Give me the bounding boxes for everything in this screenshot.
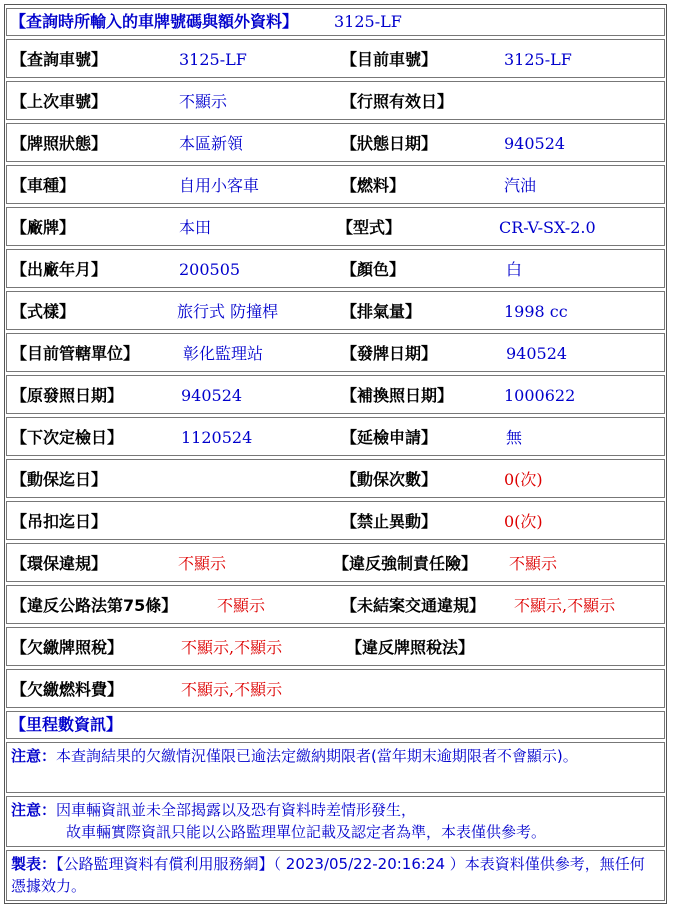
label-lien-count: 【動保次數】 <box>341 470 438 489</box>
label-original-license-date: 【原發照日期】 <box>11 386 124 405</box>
row-manufacture-date <box>6 249 665 288</box>
label-unpaid-license-tax: 【欠繳牌照稅】 <box>11 638 124 657</box>
query-header-row <box>6 8 665 36</box>
value-model: CR-V-SX-2.0 <box>499 218 596 237</box>
row-environmental-violation <box>6 543 665 582</box>
label-suspension-end-date: 【吊扣迄日】 <box>11 512 108 531</box>
label-license-tax-violation: 【違反牌照稅法】 <box>346 638 475 657</box>
value-insurance-violation: 不顯示 <box>509 554 558 573</box>
label-unpaid-fuel-fee: 【欠繳燃料費】 <box>11 680 124 699</box>
row-body-style <box>6 291 665 330</box>
query-header-title: 【查詢時所輸入的車牌號碼與額外資料】 <box>10 12 299 31</box>
label-body-style: 【式樣】 <box>11 302 76 321</box>
note-row-1 <box>6 742 665 793</box>
label-manufacture-date: 【出廠年月】 <box>11 260 108 279</box>
label-highway-act-violation: 【違反公路法第75條】 <box>11 596 178 615</box>
value-open-traffic-violation: 不顯示,不顯示 <box>514 596 616 615</box>
label-inspection-extension: 【延檢申請】 <box>341 428 438 447</box>
label-license-valid-date: 【行照有效日】 <box>341 92 454 111</box>
label-lien-end-date: 【動保迄日】 <box>11 470 108 489</box>
mileage-title: 【里程數資訊】 <box>10 715 123 734</box>
value-jurisdiction: 彰化監理站 <box>183 344 264 363</box>
note-2-line-2: 故車輛實際資訊只能以公路監理單位記載及認定者為準，本表僅供參考。 <box>66 823 547 841</box>
note-2-line-1: 因車輛資訊並未全部揭露以及恐有資料時差情形發生， <box>56 801 417 819</box>
value-transfer-ban: 0(次) <box>504 512 543 531</box>
label-model: 【型式】 <box>337 218 402 237</box>
label-jurisdiction: 【目前管轄單位】 <box>11 344 140 363</box>
note-2 <box>11 799 658 843</box>
value-unpaid-fuel-fee: 不顯示,不顯示 <box>181 680 283 699</box>
label-insurance-violation: 【違反強制責任險】 <box>333 554 478 573</box>
label-transfer-ban: 【禁止異動】 <box>341 512 438 531</box>
label-color: 【顏色】 <box>341 260 406 279</box>
mileage-row <box>6 711 665 739</box>
label-reissue-date: 【補換照日期】 <box>341 386 454 405</box>
label-previous-plate: 【上次車號】 <box>11 92 108 111</box>
label-environmental-violation: 【環保違規】 <box>11 554 108 573</box>
value-color: 白 <box>506 260 523 279</box>
value-unpaid-license-tax: 不顯示,不顯示 <box>181 638 283 657</box>
footer-label: 製表： <box>11 855 57 873</box>
value-lien-count: 0(次) <box>504 470 543 489</box>
note-1 <box>11 745 658 767</box>
label-brand: 【廠牌】 <box>11 218 76 237</box>
value-status-date: 940524 <box>504 134 566 153</box>
row-query-plate <box>6 39 665 78</box>
footer-row <box>6 850 665 901</box>
value-plate-status: 本區新領 <box>179 134 244 153</box>
value-reissue-date: 1000622 <box>504 386 576 405</box>
row-highway-act-violation <box>6 585 665 624</box>
value-query-plate: 3125-LF <box>179 50 247 69</box>
label-next-inspection: 【下次定檢日】 <box>11 428 124 447</box>
value-brand: 本田 <box>179 218 212 237</box>
label-status-date: 【狀態日期】 <box>341 134 438 153</box>
label-fuel: 【燃料】 <box>341 176 406 195</box>
row-unpaid-license-tax <box>6 627 665 666</box>
note-1-label: 注意： <box>11 747 57 765</box>
note-2-label: 注意： <box>11 801 57 819</box>
row-plate-status <box>6 123 665 162</box>
label-current-plate: 【目前車號】 <box>341 50 438 69</box>
row-jurisdiction <box>6 333 665 372</box>
row-unpaid-fuel-fee <box>6 669 665 708</box>
value-inspection-extension: 無 <box>506 428 523 447</box>
label-plate-issue-date: 【發牌日期】 <box>341 344 438 363</box>
footer-text: 【公路監理資料有償利用服務網】（ 2023/05/22-20:16:24 ）本表資料僅供參考，無任何憑據效力。 <box>11 855 645 895</box>
row-next-inspection <box>6 417 665 456</box>
note-row-2 <box>6 796 665 847</box>
value-plate-issue-date: 940524 <box>506 344 568 363</box>
value-highway-act-violation: 不顯示 <box>217 596 266 615</box>
query-header-plate: 3125-LF <box>334 12 402 31</box>
value-current-plate: 3125-LF <box>504 50 572 69</box>
value-next-inspection: 1120524 <box>181 428 253 447</box>
row-suspension-end-date <box>6 501 665 540</box>
row-original-license-date <box>6 375 665 414</box>
row-brand <box>6 207 665 246</box>
label-displacement: 【排氣量】 <box>341 302 422 321</box>
row-vehicle-type <box>6 165 665 204</box>
row-lien-end-date <box>6 459 665 498</box>
value-original-license-date: 940524 <box>181 386 243 405</box>
value-fuel: 汽油 <box>504 176 537 195</box>
row-previous-plate <box>6 81 665 120</box>
value-previous-plate: 不顯示 <box>179 92 228 111</box>
footer-note <box>11 853 658 897</box>
label-query-plate: 【查詢車號】 <box>11 50 108 69</box>
note-1-text: 本查詢結果的欠繳情況僅限已逾法定繳納期限者(當年期末逾期限者不會顯示)。 <box>56 747 578 765</box>
value-displacement: 1998 cc <box>504 302 568 321</box>
label-vehicle-type: 【車種】 <box>11 176 76 195</box>
label-open-traffic-violation: 【未結案交通違規】 <box>341 596 486 615</box>
value-manufacture-date: 200505 <box>179 260 241 279</box>
value-environmental-violation: 不顯示 <box>178 554 227 573</box>
value-body-style: 旅行式 防撞桿 <box>177 302 279 321</box>
label-plate-status: 【牌照狀態】 <box>11 134 108 153</box>
value-vehicle-type: 自用小客車 <box>179 176 260 195</box>
